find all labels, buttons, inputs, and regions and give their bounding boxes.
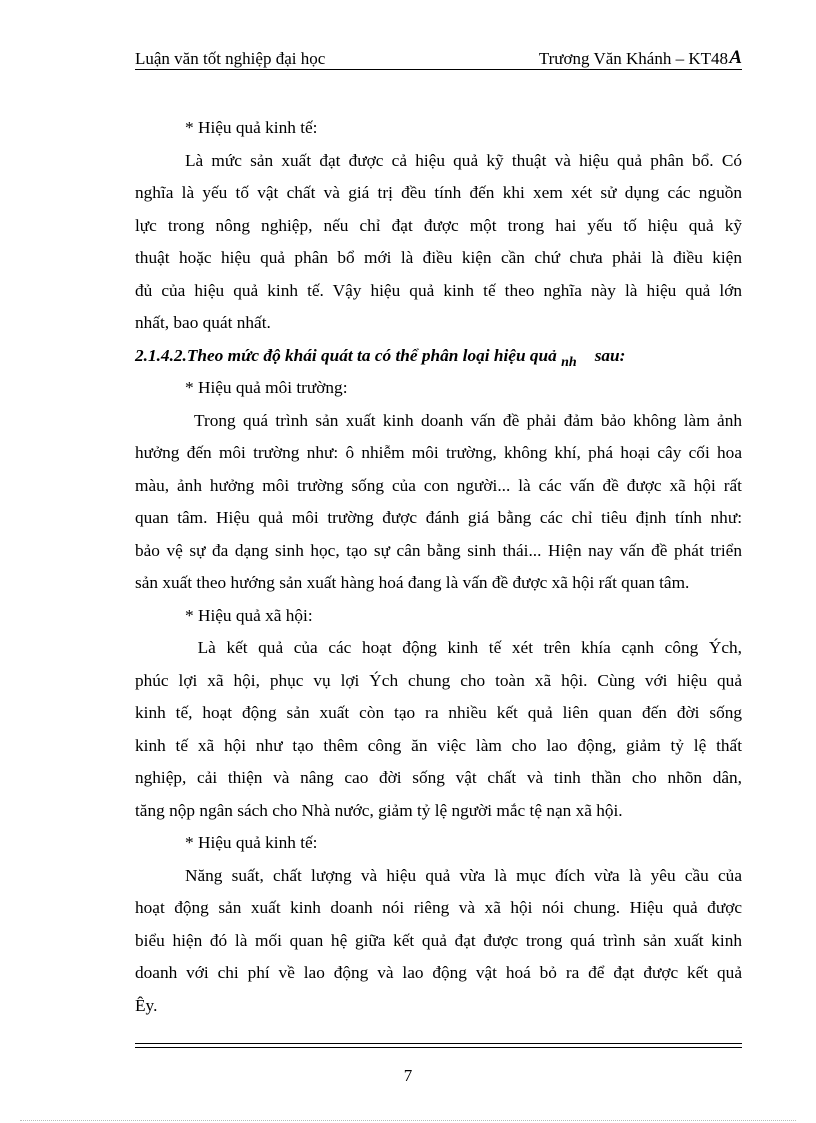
section-heading-subscript: nh (561, 354, 577, 370)
paragraph-line: Là kết quả của các hoạt động kinh tế xét trên khía cạnh công Ých, (187, 638, 742, 657)
paragraph-line: thuật hoặc hiệu quả phân bổ mới là điều kiện cần chứ chưa phải là điều kiện (135, 248, 742, 267)
paragraph-line: Êy. (135, 995, 158, 1015)
paragraph-line: Năng suất, chất lượng và hiệu quả vừa là mục đích vừa là yêu cầu của (185, 865, 742, 885)
page-edge-divider (20, 1120, 796, 1121)
subsection-label: * Hiệu quả kinh tế: (185, 833, 318, 852)
paragraph-line: màu, ảnh hưởng môi trường sống của con người... là các vấn đề được xã hội rất (135, 475, 742, 495)
paragraph-line: Trong quá trình sản xuất kinh doanh vấn đề phải đảm bảo không làm ảnh (187, 410, 742, 430)
header-thesis-title: Luận văn tốt nghiệp đại học (135, 49, 326, 68)
header-rule (135, 69, 742, 70)
header-class-mark: A (729, 47, 742, 68)
page-header (135, 49, 742, 69)
paragraph-line: hoạt động sản xuất kinh doanh nói riêng và xã hội nói chung. Hiệu quả được (135, 898, 742, 917)
header-author: Trương Văn Khánh – KT48 (538, 49, 728, 68)
paragraph-line: bảo vệ sự đa dạng sinh học, tạo sự cân bằng sinh thái... Hiện nay vấn đề phát triển (135, 540, 742, 560)
section-heading-text: 2.1.4.2.Theo mức độ khái quát ta có thể phân loại hiệu quả (135, 345, 562, 365)
paragraph-line: hưởng đến môi trường như: ô nhiễm môi trường, không khí, phá hoại cây cối hoa (135, 443, 742, 462)
paragraph-line: doanh với chi phí về lao động và lao động vật hoá bỏ ra để đạt được kết quả (135, 963, 742, 982)
footer-rule (135, 1047, 742, 1048)
section-heading (135, 340, 742, 373)
paragraph-line: sản xuất theo hướng sản xuất hàng hoá đang là vấn đề được xã hội rất quan tâm. (135, 573, 690, 592)
paragraph-line: biểu hiện đó là mối quan hệ giữa kết quả đạt được trong quá trình sản xuất kinh (135, 930, 742, 950)
subsection-label: * Hiệu quả môi trường: (185, 378, 348, 397)
paragraph-line: nhất, bao quát nhất. (135, 313, 271, 332)
subsection-label: * Hiệu quả kinh tế: (185, 118, 318, 137)
paragraph-line: quan tâm. Hiệu quả môi trường được đánh giá bằng các chỉ tiêu định tính như: (135, 508, 742, 527)
paragraph-line: lực trong nông nghiệp, nếu chỉ đạt được một trong hai yếu tố hiệu quả kỹ (135, 215, 742, 235)
paragraph-line: tăng nộp ngân sách cho Nhà nước, giảm tỷ lệ người mắc tệ nạn xã hội. (135, 800, 623, 820)
paragraph-line: phúc lợi xã hội, phục vụ lợi Ých chung cho toàn xã hội. Cùng với hiệu quả (135, 670, 742, 690)
page-number: 7 (403, 1066, 413, 1085)
paragraph-line: đủ của hiệu quả kinh tế. Vậy hiệu quả kinh tế theo nghĩa này là hiệu quả lớn (135, 280, 742, 300)
page-body (135, 112, 742, 1022)
paragraph-line: Là mức sản xuất đạt được cả hiệu quả kỹ thuật và hiệu quả phân bổ. Có (185, 150, 742, 170)
paragraph-line: kinh tế, hoạt động sản xuất còn tạo ra nhiều kết quả liên quan đến đời sống (135, 703, 742, 722)
subsection-label: * Hiệu quả xã hội: (185, 605, 313, 625)
paragraph-line: nghĩa là yếu tố vật chất và giá trị đều tính đến khi xem xét sử dụng các nguồn (135, 183, 742, 202)
footer-rule (135, 1043, 742, 1044)
paragraph-line: kinh tế xã hội như tạo thêm công ăn việc làm cho lao động, giảm tỷ lệ thất (135, 735, 742, 755)
section-heading-tail: sau: (594, 345, 626, 365)
paragraph-line: nghiệp, cải thiện và nâng cao đời sống vật chất và tinh thần cho nhõn dân, (135, 768, 742, 787)
